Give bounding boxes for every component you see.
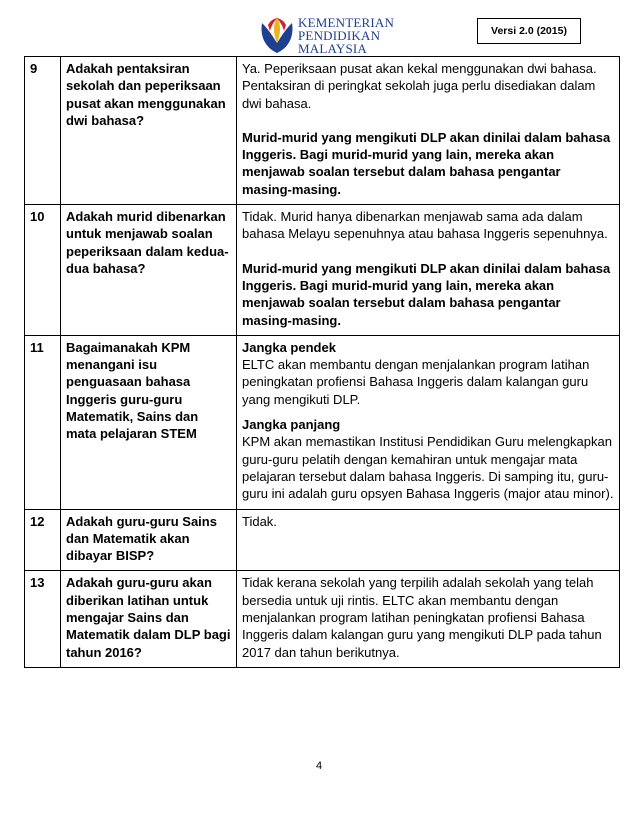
table-row	[25, 205, 620, 336]
logo-line-3: MALAYSIA	[298, 41, 368, 56]
row-number: 9	[25, 57, 61, 205]
table-row	[25, 335, 620, 509]
question-cell: Adakah guru-guru akan diberikan latihan untuk mengajar Sains dan Matematik dalam DLP bagi tahun 2016?	[61, 571, 237, 667]
table-row	[25, 509, 620, 571]
answer-paragraph: Tidak.	[242, 513, 277, 529]
table-row	[25, 571, 620, 667]
answer-paragraph: Murid-murid yang mengikuti DLP akan dinilai dalam bahasa Inggeris. Bagi murid-murid yang lain, mereka akan menjawab soalan tersebut dalam bahasa pengantar masing-masing.	[242, 260, 611, 328]
row-number: 11	[25, 335, 61, 509]
answer-cell	[237, 57, 620, 205]
row-number: 13	[25, 571, 61, 667]
version-label	[477, 18, 581, 44]
logo-line-2: PENDIDIKAN	[298, 28, 381, 43]
table-row	[25, 57, 620, 205]
question-cell: Bagaimanakah KPM menangani isu penguasaan bahasa Inggeris guru-guru Matematik, Sains dan mata pelajaran STEM	[61, 335, 237, 509]
row-number: 10	[25, 205, 61, 336]
logo-line-1: KEMENTERIAN	[298, 15, 395, 30]
question-cell: Adakah pentaksiran sekolah dan peperiksaan pusat akan menggunakan dwi bahasa?	[61, 57, 237, 205]
question-cell: Adakah murid dibenarkan untuk menjawab soalan peperiksaan dalam kedua-dua bahasa?	[61, 205, 237, 336]
answer-paragraph: Tidak. Murid hanya dibenarkan menjawab sama ada dalam bahasa Melayu sepenuhnya atau bahasa Inggeris sepenuhnya.	[242, 209, 608, 242]
faq-table	[24, 56, 620, 668]
answer-heading: Jangka pendek	[242, 339, 336, 355]
answer-paragraph: Murid-murid yang mengikuti DLP akan dinilai dalam bahasa Inggeris. Bagi murid-murid yang lain, mereka akan menjawab soalan tersebut dalam bahasa pengantar masing-masing.	[242, 129, 611, 197]
answer-cell	[237, 509, 620, 571]
answer-paragraph: KPM akan memastikan Institusi Pendidikan Guru melengkapkan guru-guru pelatih dengan kemahiran untuk mengajar mata pelajaran tersebut dalam bahasa Inggeris. Di samping itu, guru-guru ini adalah guru opsyen Bahasa Inggeris (major atau minor).	[242, 434, 614, 502]
answer-cell	[237, 335, 620, 509]
answer-heading: Jangka panjang	[242, 417, 341, 433]
answer-paragraph: Ya. Peperiksaan pusat akan kekal menggunakan dwi bahasa. Pentaksiran di peringkat sekolah juga perlu disediakan dalam dwi bahasa.	[242, 61, 597, 111]
ministry-name	[298, 17, 394, 56]
question-cell: Adakah guru-guru Sains dan Matematik akan dibayar BISP?	[61, 509, 237, 571]
ministry-emblem-icon	[258, 13, 296, 55]
answer-paragraph: Tidak kerana sekolah yang terpilih adalah sekolah yang telah bersedia untuk uji rintis. ELTC akan membantu dengan menjalankan program latihan peningkatan profiensi Bahasa Inggeris dalam kalangan guru yang mengikuti DLP pada tahun 2017 dan tahun berikutnya.	[242, 575, 602, 660]
version-text: Versi 2.0 (2015)	[491, 25, 567, 37]
answer-cell	[237, 205, 620, 336]
ministry-logo	[258, 13, 398, 57]
answer-paragraph: ELTC akan membantu dengan menjalankan program latihan peningkatan profiensi Bahasa Inggeris dalam kalangan guru yang mengikuti DLP.	[242, 357, 590, 407]
row-number: 12	[25, 509, 61, 571]
answer-cell	[237, 571, 620, 667]
page-number: 4	[315, 760, 323, 772]
